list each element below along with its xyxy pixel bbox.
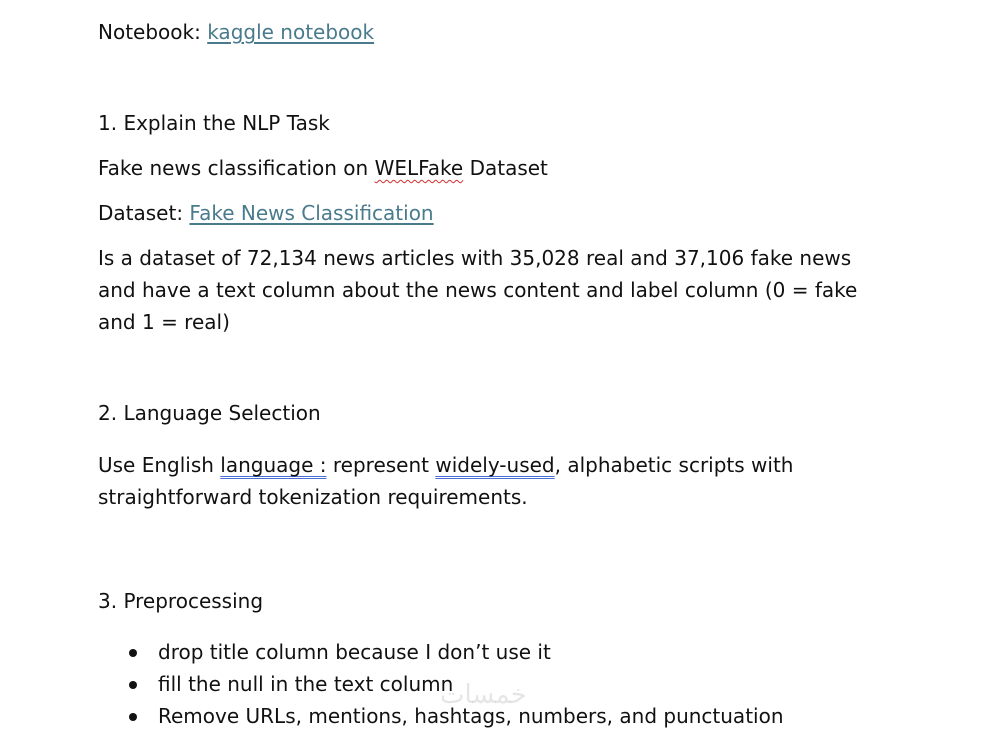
section-3-heading: 3. Preprocessing <box>98 589 264 613</box>
task-prefix: Fake news classification on <box>98 156 375 180</box>
notebook-label: Notebook: <box>98 20 208 44</box>
kaggle-notebook-link[interactable]: kaggle notebook <box>207 20 375 44</box>
language-middle: represent <box>326 453 436 477</box>
notebook-line <box>98 16 374 48</box>
dataset-name-spellcheck[interactable]: WELFake <box>374 156 464 180</box>
language-suffix: , alphabetic scripts with <box>554 453 794 477</box>
dataset-line <box>98 197 434 229</box>
section-2-heading: 2. Language Selection <box>98 401 321 425</box>
dataset-label: Dataset: <box>98 201 190 225</box>
grammar-mark-widely-used[interactable]: widely-used <box>435 453 555 477</box>
fake-news-classification-link[interactable]: Fake News Classification <box>189 201 434 225</box>
language-prefix: Use English <box>98 453 221 477</box>
section-1-heading: 1. Explain the NLP Task <box>98 111 330 135</box>
grammar-mark-language[interactable]: language : <box>220 453 327 477</box>
list-item: drop title column because I don’t use it <box>98 636 784 668</box>
language-line-2: straightforward tokenization requirements. <box>98 485 528 509</box>
language-line-1 <box>98 449 793 481</box>
list-item: Remove URLs, mentions, hashtags, numbers, and punctuation <box>98 700 784 729</box>
dataset-description-line-2: and have a text column about the news content and label column (0 = fake <box>98 278 858 302</box>
task-description <box>98 152 548 184</box>
watermark: خمسات <box>440 680 527 710</box>
task-suffix: Dataset <box>463 156 548 180</box>
dataset-description-line-1: Is a dataset of 72,134 news articles with 35,028 real and 37,106 fake news <box>98 246 852 270</box>
dataset-description-line-3: and 1 = real) <box>98 310 230 334</box>
list-item: fill the null in the text column <box>98 668 784 700</box>
